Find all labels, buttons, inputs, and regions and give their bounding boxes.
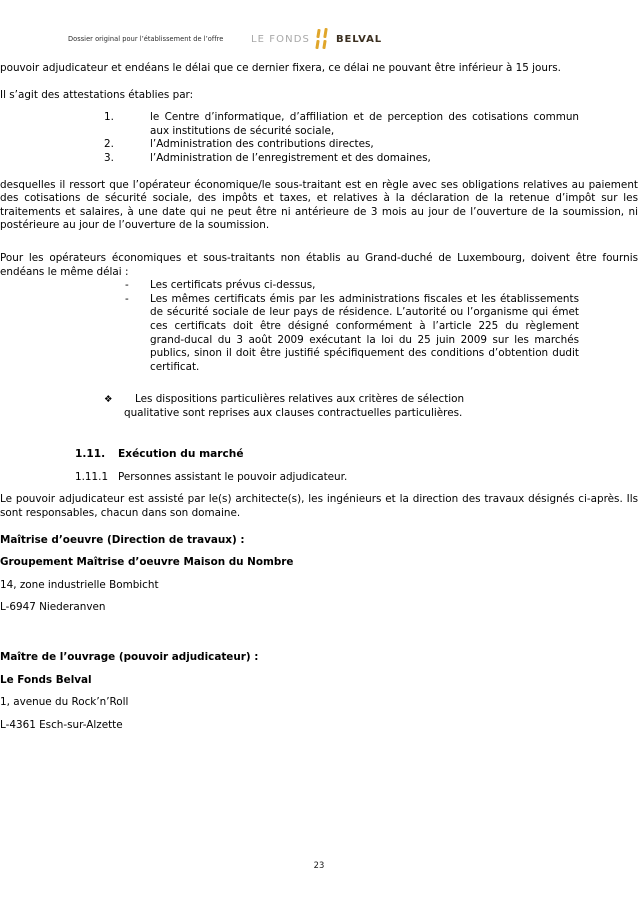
- block-address-line-1-maitre-ouvrage: 1, avenue du Rock’n’Roll: [0, 696, 129, 709]
- dash-bullet-icon: -: [125, 279, 129, 292]
- section-number: 1.11.: [75, 448, 106, 461]
- block-name-maitrise-oeuvre: Groupement Maîtrise d’oeuvre Maison du Nombre: [0, 556, 294, 569]
- diamond-bullet-text: [124, 393, 579, 420]
- diamond-bullet-line-2: qualitative sont reprises aux clauses contractuelles particulières.: [124, 406, 463, 419]
- le-fonds-belval-logo: [251, 28, 382, 50]
- list-item-number: 1.: [104, 111, 114, 124]
- list-item-number: 3.: [104, 151, 114, 164]
- list-item-label: Les certificats prévus ci-dessus,: [150, 279, 316, 292]
- block-heading-maitrise-oeuvre: Maîtrise d’oeuvre (Direction de travaux) :: [0, 533, 245, 546]
- paragraph-continuation: pouvoir adjudicateur et endéans le délai que ce dernier fixera, ce délai ne pouvant être inférieur à 15 jours.: [0, 62, 561, 74]
- logo-le-fonds-text: LE FONDS: [250, 33, 310, 45]
- list-item-label: l’Administration des contributions directes,: [150, 138, 374, 151]
- block-address-line-1-maitrise-oeuvre: 14, zone industrielle Bombicht: [0, 578, 159, 591]
- paragraph-attestations-intro: Il s’agit des attestations établies par:: [0, 88, 194, 101]
- list-item: [104, 152, 579, 166]
- section-title: Exécution du marché: [118, 448, 244, 461]
- list-item: [125, 279, 579, 293]
- page-header: [68, 22, 580, 56]
- list-item: [125, 293, 579, 375]
- paragraph-desquelles: desquelles il ressort que l’opérateur économique/le sous-traitant est en règle avec ses obligations relatives au paiement des cotisations de sécurité sociale, des impôts et taxes, et relatives à la déclaration de la retenue d’impôt sur les traitements et salaires, à une date qui ne peut être ni antérieure de 3 mois au jour de l’ouverture de la soumission, ni postérieure au jour de l’ouverture de la soumission.: [0, 178, 638, 232]
- header-title: Dossier original pour l’établissement de l’offre: [68, 35, 224, 43]
- logo-belval-text: BELVAL: [335, 33, 382, 45]
- subsection-number: 1.11.1: [75, 471, 109, 484]
- diamond-bullet-line-1: Les dispositions particulières relatives aux critères de sélection: [135, 393, 465, 406]
- diamond-bullet-icon: ❖: [104, 394, 113, 406]
- list-item-label: Les mêmes certificats émis par les administrations fiscales et les établissements de sécurité sociale de leur pays de résidence. L’autorité ou l’organisme qui émet ces certificats doit être désigné conformément à l’article 225 du règlement grand-ducal du 3 août 2009 exécutant la loi du 25 juin 2009 sur les marchés publics, sinon il doit être justifié spécifiquement des conditions d’obtention dudit certificat.: [150, 292, 579, 373]
- subsection-title: Personnes assistant le pouvoir adjudicateur.: [118, 471, 348, 484]
- document-content: [0, 62, 638, 732]
- list-item: [104, 111, 579, 138]
- paragraph-assistance: Le pouvoir adjudicateur est assisté par le(s) architecte(s), les ingénieurs et la direction des travaux désignés ci-après. Ils sont responsables, chacun dans son domaine.: [0, 493, 638, 520]
- dash-bullet-icon: -: [125, 292, 129, 305]
- block-name-maitre-ouvrage: Le Fonds Belval: [0, 673, 92, 686]
- block-address-line-2-maitre-ouvrage: L-4361 Esch-sur-Alzette: [0, 718, 123, 731]
- list-item: [104, 138, 579, 152]
- list-item-label: le Centre d’informatique, d’affiliation et de perception des cotisations commun aux institutions de sécurité sociale,: [150, 111, 579, 137]
- section-heading-execution: [75, 447, 579, 461]
- numbered-list: [104, 111, 579, 165]
- list-item-label: l’Administration de l’enregistrement et des domaines,: [150, 151, 431, 164]
- paragraph-operateurs-etrangers: Pour les opérateurs économiques et sous-traitants non établis au Grand-duché de Luxembourg, doivent être fournis endéans le même délai :: [0, 251, 638, 278]
- block-address-line-2-maitrise-oeuvre: L-6947 Niederanven: [0, 601, 106, 614]
- logo-bars-icon: [313, 28, 333, 50]
- page-number: 23: [313, 860, 325, 870]
- subsection-heading-personnes: [75, 470, 579, 484]
- block-heading-maitre-ouvrage: Maître de l’ouvrage (pouvoir adjudicateur) :: [0, 651, 259, 664]
- diamond-bullet-block: [104, 393, 579, 420]
- dash-list: [125, 279, 579, 374]
- list-item-number: 2.: [104, 138, 114, 151]
